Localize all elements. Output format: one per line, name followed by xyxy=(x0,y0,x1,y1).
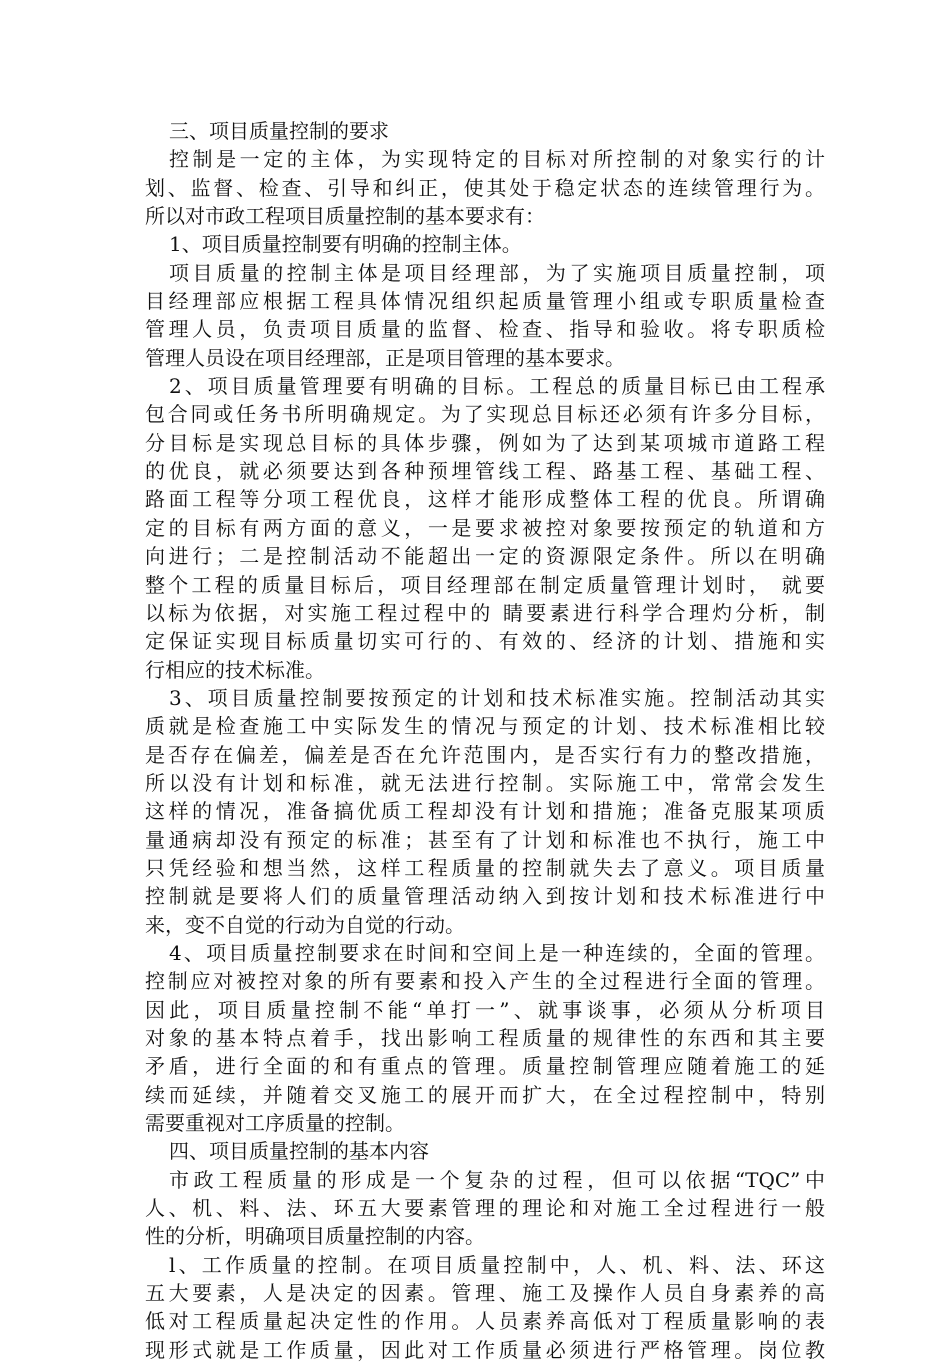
paragraph-line: 只凭经验和想当然，这样工程质量的控制就失去了意义。项目质量 xyxy=(145,855,825,880)
paragraph-line: 整个工程的质量目标后，项目经理部在制定质量管理计划时， 就要 xyxy=(145,572,825,597)
paragraph-line: 质就是检查施工中实际发生的情况与预定的计划、技术标准相比较 xyxy=(145,714,825,739)
paragraph-line: 因此，项目质量控制不能“单打一”、就事谈事，必须从分析项目 xyxy=(145,997,825,1022)
paragraph-line: 控制应对被控对象的所有要素和投入产生的全过程进行全面的管理。 xyxy=(145,969,825,994)
paragraph-line: 矛盾，进行全面的和有重点的管理。质量控制管理应随着施工的延 xyxy=(145,1054,825,1079)
paragraph-line: 4、项目质量控制要求在时间和空间上是一种连续的，全面的管理。 xyxy=(169,940,825,965)
section-heading-line: 四、项目质量控制的基本内容 xyxy=(169,1139,429,1164)
paragraph-line: 路面工程等分项工程优良，这样才能形成整体工程的优良。所谓确 xyxy=(145,487,825,512)
paragraph-line: 所以对市政工程项目质量控制的基本要求有： xyxy=(145,204,545,229)
paragraph-line: 对象的基本特点着手，找出影响工程质量的规律性的东西和其主要 xyxy=(145,1026,825,1050)
paragraph-line: 的优良，就必须要达到各种预埋管线工程、路基工程、基础工程、 xyxy=(145,459,825,484)
paragraph-line: 现形式就是工作质量，因此对工作质量必须进行严格管理。岗位教 xyxy=(145,1337,825,1362)
paragraph-line: 量通病却没有预定的标准；甚至有了计划和标准也不执行，施工中 xyxy=(145,827,825,852)
paragraph-line: 低对工程质量起决定性的作用。人员素养高低对丁程质量影响的表 xyxy=(145,1309,825,1334)
paragraph-line: 来，变不自觉的行动为自觉的行动。 xyxy=(145,912,465,937)
paragraph-line: 行相应的技术标准。 xyxy=(145,657,325,682)
paragraph-line: 目经理部应根据工程具体情况组织起质量管理小组或专职质量检查 xyxy=(145,289,825,314)
section-heading-line: 1、项目质量控制要有明确的控制主体。 xyxy=(169,232,522,257)
paragraph-line: 管理人员，负责项目质量的监督、检查、指导和验收。将专职质检 xyxy=(145,317,825,342)
section-heading-line: 三、项目质量控制的要求 xyxy=(169,119,389,143)
paragraph-line: 项目质量的控制主体是项目经理部，为了实施项目质量控制，项 xyxy=(169,260,825,285)
paragraph-line: 控制就是要将人们的质量管理活动纳入到按计划和技术标准进行中 xyxy=(145,884,825,909)
document-body xyxy=(145,117,825,1364)
paragraph-line: 是否存在偏差，偏差是否在允许范围内，是否实行有力的整改措施， xyxy=(145,742,825,767)
paragraph-line: 人、机、料、法、环五大要素管理的理论和对施工全过程进行一般 xyxy=(145,1196,825,1221)
paragraph-line: 续而延续，并随着交叉施工的展开而扩大，在全过程控制中，特别 xyxy=(145,1082,825,1107)
paragraph-line: 向进行；二是控制活动不能超出一定的资源限定条件。所以在明确 xyxy=(145,544,825,569)
paragraph-line: 五大要素，人是决定的因素。管理、施工及操作人员自身素养的高 xyxy=(145,1281,825,1306)
paragraph-line: 所以没有计划和标准，就无法进行控制。实际施工中，常常会发生 xyxy=(145,770,825,795)
paragraph-line: 以标为依据，对实施工程过程中的 睛要素进行科学合理灼分析，制 xyxy=(145,600,825,625)
paragraph-line: 3、项目质量控制要按预定的计划和技术标准实施。控制活动其实 xyxy=(169,685,825,710)
paragraph-line: 划、监督、检查、引导和纠正，使其处于稳定状态的连续管理行为。 xyxy=(145,175,825,200)
paragraph-line: 市政工程质量的形成是一个复杂的过程，但可以依据“TQC”中 xyxy=(169,1167,825,1192)
paragraph-line: 分目标是实现总目标的具体步骤，例如为了达到某项城市道路工程 xyxy=(145,430,825,455)
paragraph-line: 定的目标有两方面的意义，一是要求被控对象要按预定的轨道和方 xyxy=(145,515,825,540)
paragraph-line: l、工作质量的控制。在项目质量控制中，人、机、料、法、环这 xyxy=(169,1252,825,1277)
paragraph-line: 2、项目质量管理要有明确的目标。工程总的质量目标已由工程承 xyxy=(169,374,825,399)
paragraph-line: 性的分析，明确项目质量控制的内容。 xyxy=(145,1224,485,1249)
paragraph-line: 管理人员设在项目经理部，正是项目管理的基本要求。 xyxy=(145,345,625,370)
paragraph-line: 包合同或任务书所明确规定。为了实现总目标还必须有许多分目标， xyxy=(145,402,825,427)
paragraph-line: 需要重视对工序质量的控制。 xyxy=(145,1111,405,1136)
paragraph-line: 控制是一定的主体，为实现特定的目标对所控制的对象实行的计 xyxy=(169,147,825,172)
paragraph-line: 这样的情况，准备搞优质工程却没有计划和措施；准备克服某项质 xyxy=(145,799,825,824)
paragraph-line: 定保证实现目标质量切实可行的、有效的、经济的计划、措施和实 xyxy=(145,629,825,654)
